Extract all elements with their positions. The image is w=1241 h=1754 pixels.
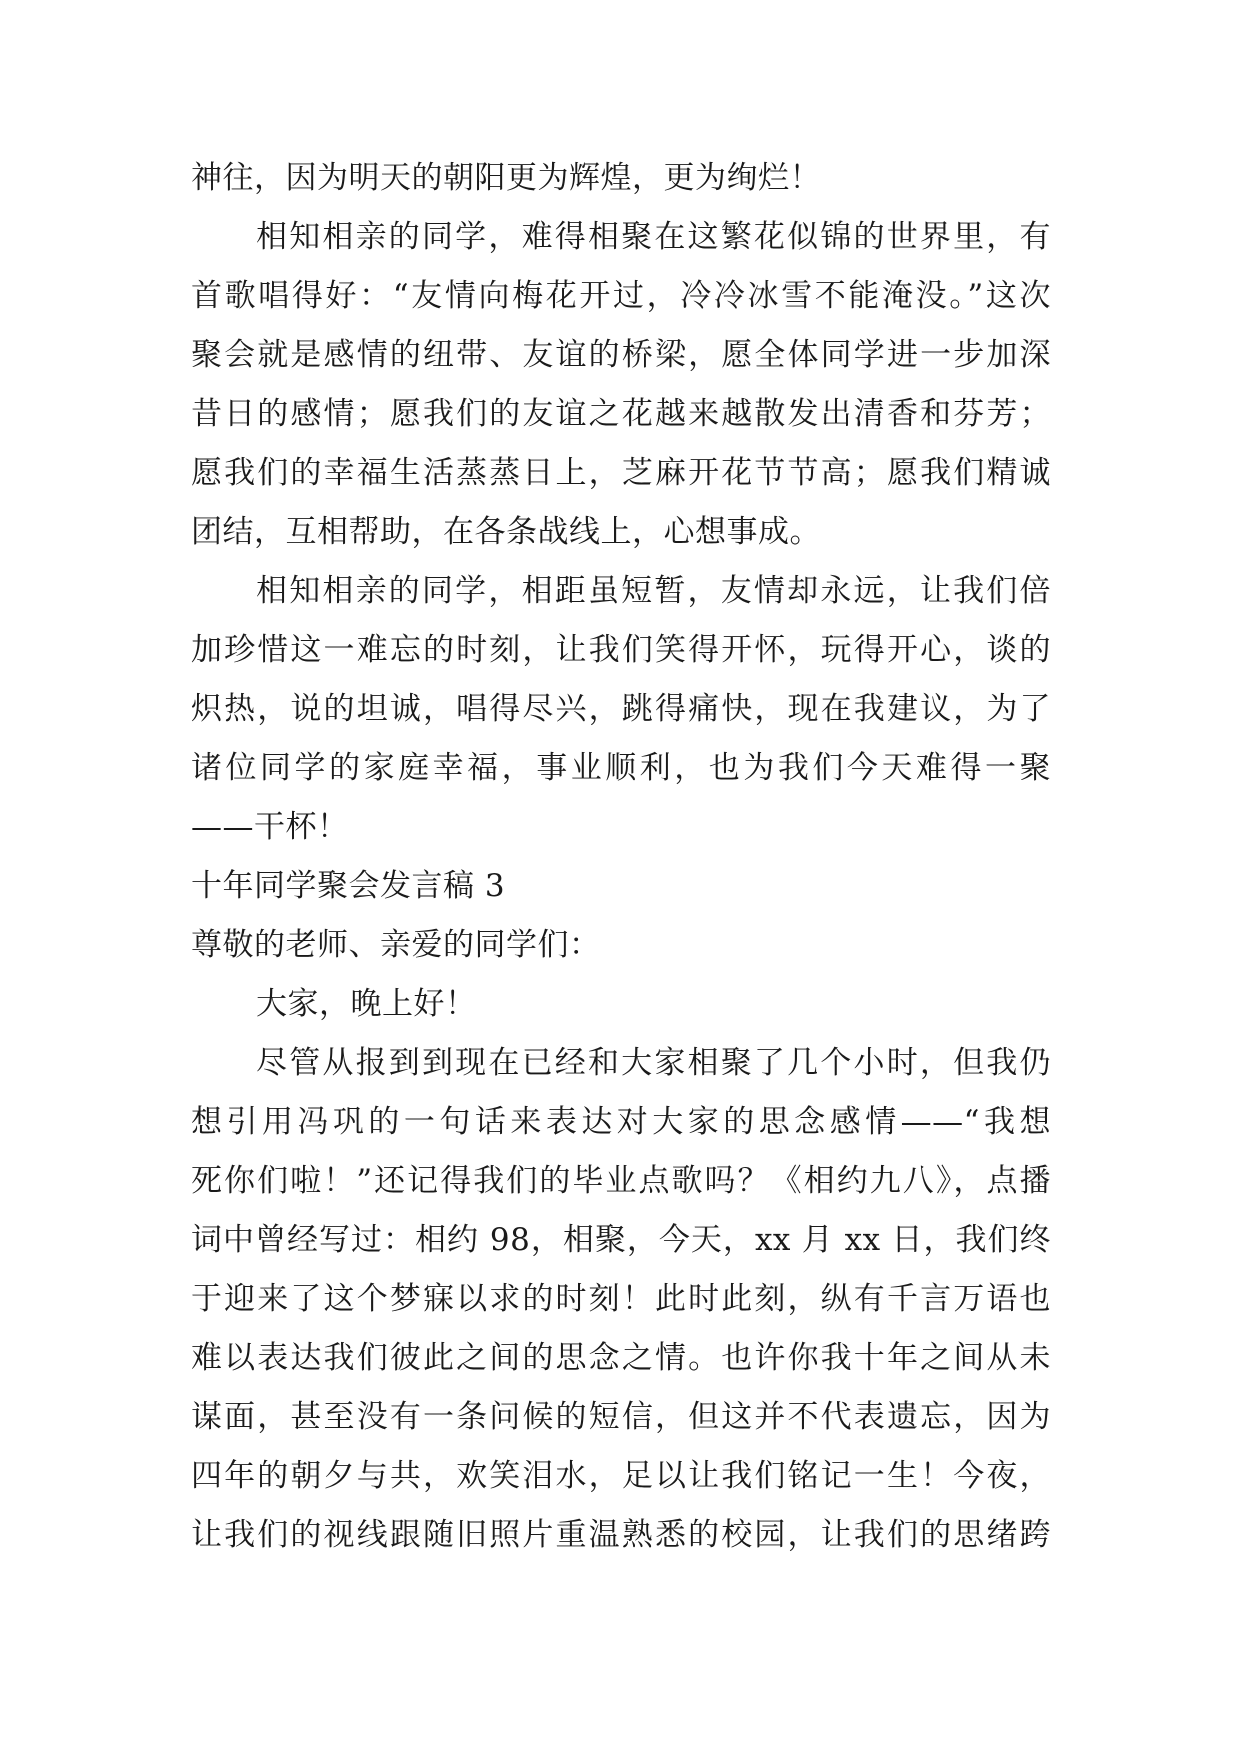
text-line: 让我们的视线跟随旧照片重温熟悉的校园，让我们的思绪跨 xyxy=(191,1517,1051,1553)
text-line: 词中曾经写过：相约 98，相聚，今天，xx 月 xx 日，我们终 xyxy=(191,1222,1051,1258)
text-line: 昔日的感情；愿我们的友谊之花越来越散发出清香和芬芳； xyxy=(191,396,1051,432)
text-line: 愿我们的幸福生活蒸蒸日上，芝麻开花节节高；愿我们精诚 xyxy=(191,455,1051,491)
text-line: ——干杯！ xyxy=(191,809,349,845)
text-line: 神往，因为明天的朝阳更为辉煌，更为绚烂！ xyxy=(191,160,821,196)
paragraph-start: 相知相亲的同学，相距虽短暂，友情却永远，让我们倍 xyxy=(256,573,1051,609)
text-line: 难以表达我们彼此之间的思念之情。也许你我十年之间从未 xyxy=(191,1340,1051,1376)
paragraph-start: 相知相亲的同学，难得相聚在这繁花似锦的世界里，有 xyxy=(256,219,1051,255)
text-line: 炽热，说的坦诚，唱得尽兴，跳得痛快，现在我建议，为了 xyxy=(191,691,1051,727)
text-line: 于迎来了这个梦寐以求的时刻！此时此刻，纵有千言万语也 xyxy=(191,1281,1051,1317)
greeting: 大家，晚上好！ xyxy=(256,986,477,1022)
section-heading: 十年同学聚会发言稿 3 xyxy=(191,868,506,904)
paragraph-start: 尽管从报到到现在已经和大家相聚了几个小时，但我仍 xyxy=(256,1045,1051,1081)
text-line: 四年的朝夕与共，欢笑泪水，足以让我们铭记一生！今夜， xyxy=(191,1458,1051,1494)
text-line: 首歌唱得好：“友情向梅花开过，冷冷冰雪不能淹没。”这次 xyxy=(191,278,1051,314)
salutation: 尊敬的老师、亲爱的同学们： xyxy=(191,927,601,963)
text-line: 团结，互相帮助，在各条战线上，心想事成。 xyxy=(191,514,821,550)
text-line: 想引用冯巩的一句话来表达对大家的思念感情——“我想 xyxy=(191,1104,1051,1140)
text-line: 聚会就是感情的纽带、友谊的桥梁，愿全体同学进一步加深 xyxy=(191,337,1051,373)
text-line: 死你们啦！”还记得我们的毕业点歌吗？《相约九八》，点播 xyxy=(191,1163,1051,1199)
text-line: 谋面，甚至没有一条问候的短信，但这并不代表遗忘，因为 xyxy=(191,1399,1051,1435)
text-line: 诸位同学的家庭幸福，事业顺利，也为我们今天难得一聚 xyxy=(191,750,1051,786)
text-line: 加珍惜这一难忘的时刻，让我们笑得开怀，玩得开心，谈的 xyxy=(191,632,1051,668)
